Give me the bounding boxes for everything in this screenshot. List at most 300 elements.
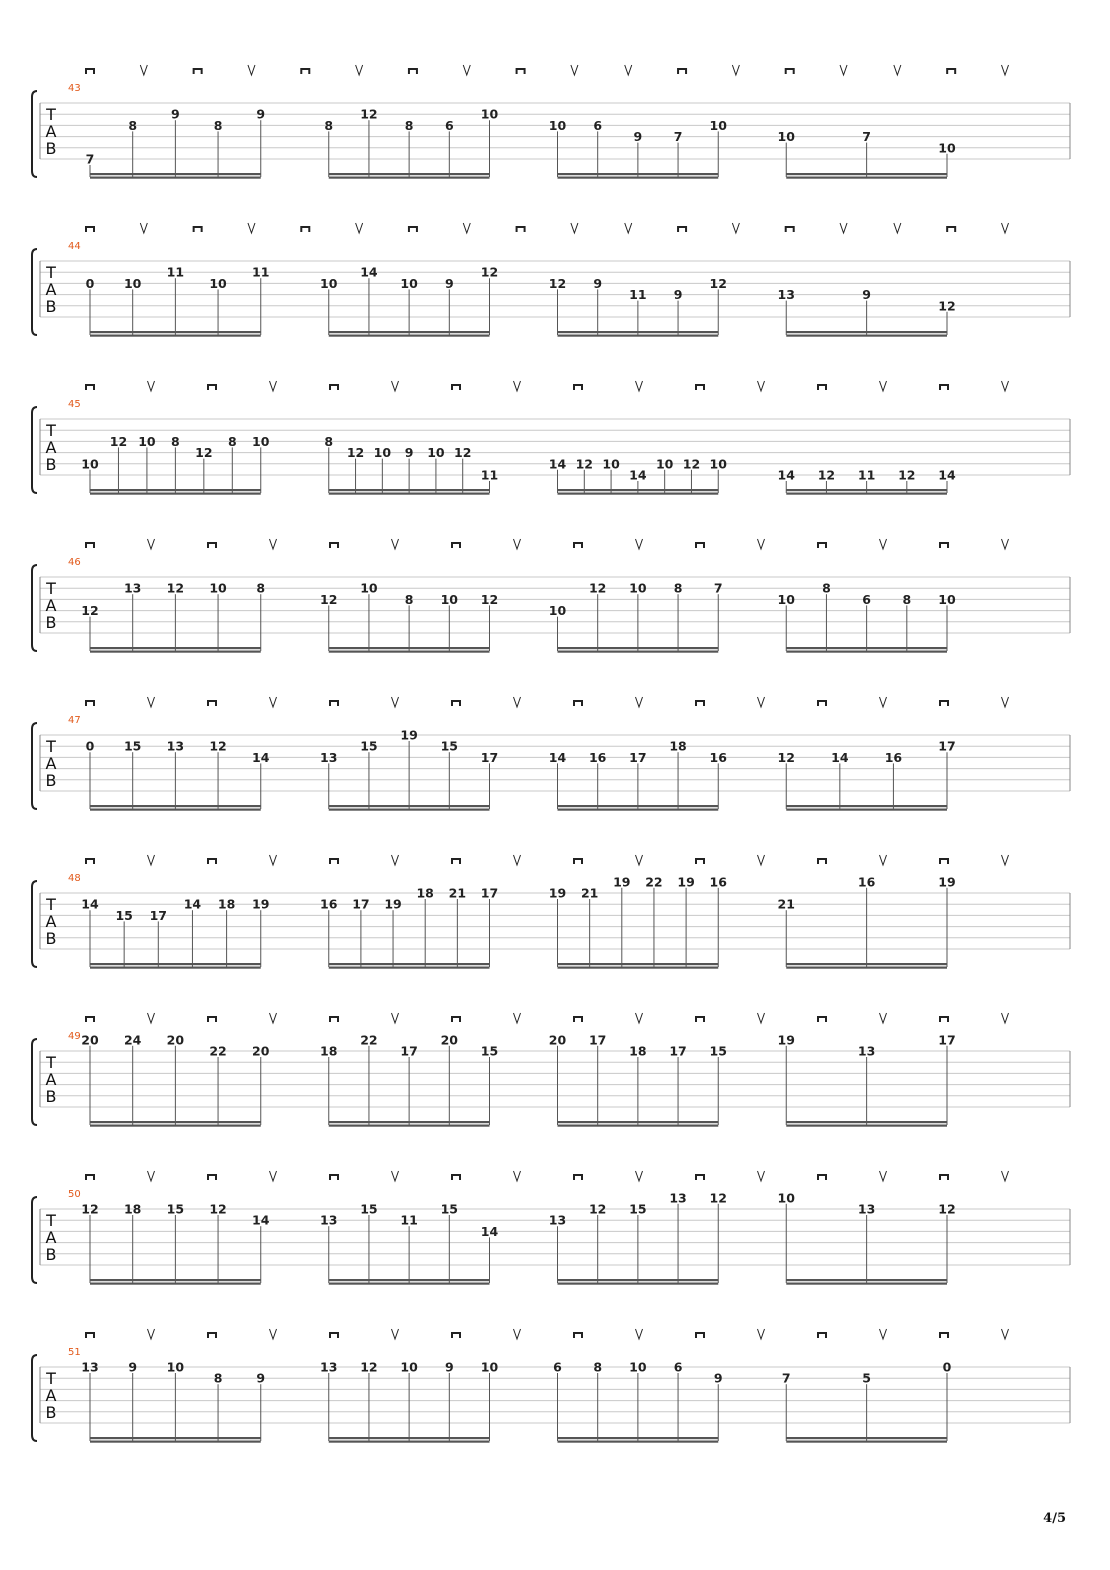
fret-number: 14 [480,1223,499,1239]
beam [786,493,947,495]
fret-number: 8 [171,433,180,449]
beam [558,1121,719,1123]
tab-system [32,697,1070,811]
fret-number: 14 [360,264,378,280]
fret-number: 11 [480,467,499,483]
downstroke-icon [696,859,704,864]
tab-letter: T [46,421,56,440]
tab-letter: B [45,613,57,632]
upstroke-icon [463,223,470,233]
tab-letter: B [45,1403,57,1422]
measure-number: 44 [68,241,81,252]
fret-number: 12 [209,738,227,754]
beam [786,335,947,337]
upstroke-icon [1002,855,1009,865]
fret-number: 16 [709,749,727,765]
fret-number: 17 [938,1032,956,1048]
fret-number: 13 [857,1201,876,1217]
downstroke-icon [452,701,460,706]
downstroke-icon [940,385,948,390]
beam [329,177,490,179]
beam [329,963,490,965]
downstroke-icon [940,1175,948,1180]
downstroke-icon [696,701,704,706]
fret-number: 11 [629,287,647,303]
upstroke-icon [514,1171,521,1181]
upstroke-icon [636,539,643,549]
downstroke-icon [818,1333,826,1338]
beam [90,651,261,653]
upstroke-icon [356,223,363,233]
tab-letter: A [45,1070,57,1089]
fret-number: 9 [256,1370,266,1386]
fret-number: 9 [404,445,414,461]
upstroke-icon [840,223,847,233]
beam [329,651,490,653]
downstroke-icon [330,385,338,390]
beam [786,809,947,811]
upstroke-icon [392,855,399,865]
fret-number: 7 [781,1370,791,1386]
downstroke-icon [818,1175,826,1180]
fret-number: 8 [213,1370,223,1386]
tab-systems [32,65,1070,1443]
fret-number: 12 [938,1201,956,1217]
downstroke-icon [301,227,309,232]
beam [786,331,947,333]
tab-letter: A [45,912,57,931]
upstroke-icon [148,381,155,391]
fret-number: 12 [817,467,836,483]
fret-number: 18 [123,1201,142,1217]
downstroke-icon [818,1017,826,1022]
downstroke-icon [947,69,955,74]
beam [558,177,719,179]
downstroke-icon [574,859,582,864]
fret-number: 10 [777,129,795,145]
fret-number: 12 [166,580,185,596]
fret-number: 10 [938,140,956,156]
fret-number: 18 [320,1043,338,1059]
downstroke-icon [409,69,417,74]
downstroke-icon [574,1017,582,1022]
upstroke-icon [270,539,277,549]
tab-system [32,381,1070,495]
fret-number: 0 [85,275,95,291]
fret-number: 16 [884,749,903,765]
fret-number: 21 [448,885,467,901]
fret-number: 12 [709,275,727,291]
upstroke-icon [392,697,399,707]
beam [786,1283,947,1285]
fret-number: 14 [777,467,795,483]
downstroke-icon [940,1017,948,1022]
beam [786,963,947,965]
fret-number: 20 [440,1032,459,1048]
tab-letter: A [45,596,57,615]
beam [90,963,261,965]
fret-number: 17 [149,907,168,923]
fret-number: 13 [320,1359,338,1375]
beam [329,1279,490,1281]
downstroke-icon [86,543,94,548]
beam [90,809,261,811]
fret-number: 9 [444,275,454,291]
downstroke-icon [452,543,460,548]
fret-number: 10 [138,433,156,449]
tab-system [32,65,1070,179]
upstroke-icon [880,1329,887,1339]
upstroke-icon [1002,539,1009,549]
upstroke-icon [148,539,155,549]
fret-number: 10 [440,591,459,607]
beam [90,1279,261,1281]
upstroke-icon [270,1013,277,1023]
tab-system [32,1171,1070,1285]
fret-number: 12 [480,264,499,280]
fret-number: 14 [831,749,849,765]
beam [786,1279,947,1281]
beam [90,1125,261,1127]
beam [90,1441,261,1443]
downstroke-icon [208,859,216,864]
fret-number: 12 [81,603,99,619]
fret-number: 17 [480,885,499,901]
fret-number: 11 [400,1212,418,1228]
upstroke-icon [880,855,887,865]
fret-number: 15 [709,1043,727,1059]
beam [558,809,719,811]
beam [558,1437,719,1439]
beam [329,335,490,337]
upstroke-icon [571,65,578,75]
upstroke-icon [880,1013,887,1023]
fret-number: 10 [427,445,445,461]
beam [329,173,490,175]
fret-number: 10 [480,1359,499,1375]
fret-number: 17 [480,749,499,765]
fret-number: 18 [217,896,236,912]
tab-letter: B [45,771,57,790]
fret-number: 11 [252,264,270,280]
beam [786,1121,947,1123]
fret-number: 6 [862,591,871,607]
beam [786,1125,947,1127]
downstroke-icon [696,385,704,390]
fret-number: 15 [360,738,378,754]
fret-number: 10 [548,603,567,619]
staff-bracket [32,407,37,493]
upstroke-icon [758,539,765,549]
tab-letter: T [46,579,56,598]
downstroke-icon [574,1175,582,1180]
downstroke-icon [194,69,202,74]
fret-number: 8 [256,580,266,596]
upstroke-icon [140,65,147,75]
fret-number: 18 [416,885,434,901]
measure-number: 47 [68,715,81,726]
measure-number: 43 [68,83,81,94]
tab-letter: A [45,1386,57,1405]
tab-letter: A [45,122,57,141]
fret-number: 12 [709,1190,727,1206]
tab-letter: B [45,1245,57,1264]
fret-number: 9 [673,287,683,303]
beam [90,967,261,969]
beam [90,1283,261,1285]
fret-number: 8 [128,117,138,133]
upstroke-icon [392,1171,399,1181]
fret-number: 9 [128,1359,138,1375]
beam [558,963,719,965]
fret-number: 12 [346,445,365,461]
fret-number: 18 [669,738,687,754]
tab-letter: B [45,139,57,158]
upstroke-icon [148,1329,155,1339]
fret-number: 16 [588,749,607,765]
fret-number: 16 [709,874,727,890]
fret-number: 10 [709,456,727,472]
fret-number: 10 [629,580,647,596]
fret-number: 12 [454,445,472,461]
tab-letter: T [46,1369,56,1388]
upstroke-icon [392,1329,399,1339]
fret-number: 13 [777,287,795,303]
upstroke-icon [758,855,765,865]
fret-number: 17 [588,1032,607,1048]
downstroke-icon [194,227,202,232]
staff-bracket [32,1355,37,1441]
beam [558,1441,719,1443]
fret-number: 14 [548,456,567,472]
fret-number: 13 [320,749,338,765]
beam [558,489,719,491]
fret-number: 10 [209,580,227,596]
fret-number: 13 [669,1190,687,1206]
downstroke-icon [818,859,826,864]
upstroke-icon [840,65,847,75]
fret-number: 8 [822,580,831,596]
staff-bracket [32,1197,37,1283]
fret-number: 10 [400,1359,418,1375]
beam [786,173,947,175]
fret-number: 10 [602,456,620,472]
fret-number: 9 [593,275,603,291]
fret-number: 22 [209,1043,227,1059]
downstroke-icon [452,859,460,864]
tab-letter: B [45,929,57,948]
fret-number: 15 [360,1201,378,1217]
fret-number: 12 [777,749,795,765]
downstroke-icon [517,227,525,232]
upstroke-icon [514,381,521,391]
beam [558,651,719,653]
downstroke-icon [86,1333,94,1338]
fret-number: 19 [938,874,956,890]
fret-number: 10 [548,117,567,133]
downstroke-icon [452,1017,460,1022]
beam [329,1121,490,1123]
downstroke-icon [86,227,94,232]
beam [90,177,261,179]
beam [786,1437,947,1439]
upstroke-icon [514,1013,521,1023]
upstroke-icon [392,539,399,549]
beam [329,1441,490,1443]
fret-number: 9 [256,106,266,122]
fret-number: 14 [938,467,956,483]
upstroke-icon [636,1171,643,1181]
fret-number: 13 [81,1359,99,1375]
fret-number: 22 [360,1032,378,1048]
tab-letter: B [45,1087,57,1106]
tab-letter: B [45,455,57,474]
beam [329,805,490,807]
upstroke-icon [270,697,277,707]
beam [90,1437,261,1439]
fret-number: 12 [682,456,701,472]
fret-number: 16 [320,896,338,912]
staff-bracket [32,723,37,809]
downstroke-icon [696,1175,704,1180]
fret-number: 17 [669,1043,687,1059]
fret-number: 19 [384,896,402,912]
downstroke-icon [208,1333,216,1338]
downstroke-icon [940,701,948,706]
measure-number: 48 [68,873,81,884]
fret-number: 12 [195,445,213,461]
upstroke-icon [463,65,470,75]
upstroke-icon [148,1013,155,1023]
fret-number: 15 [440,1201,459,1217]
beam [786,1441,947,1443]
downstroke-icon [818,543,826,548]
tab-system [32,1329,1070,1443]
fret-number: 20 [166,1032,185,1048]
tab-letter: A [45,754,57,773]
upstroke-icon [248,65,255,75]
downstroke-icon [86,385,94,390]
upstroke-icon [148,1171,155,1181]
upstroke-icon [636,381,643,391]
upstroke-icon [758,1329,765,1339]
downstroke-icon [208,385,216,390]
downstroke-icon [86,1017,94,1022]
fret-number: 12 [938,298,956,314]
downstroke-icon [330,859,338,864]
downstroke-icon [301,69,309,74]
downstroke-icon [818,701,826,706]
upstroke-icon [625,65,632,75]
fret-number: 19 [777,1032,795,1048]
fret-number: 10 [655,456,674,472]
downstroke-icon [786,69,794,74]
fret-number: 13 [166,738,185,754]
staff-bracket [32,881,37,967]
fret-number: 8 [404,591,414,607]
tab-letter: B [45,297,57,316]
upstroke-icon [636,1329,643,1339]
fret-number: 11 [166,264,185,280]
fret-number: 21 [777,896,795,912]
upstroke-icon [270,855,277,865]
fret-number: 10 [480,106,499,122]
fret-number: 19 [548,885,567,901]
fret-number: 17 [938,738,956,754]
tab-letter: A [45,1228,57,1247]
upstroke-icon [758,697,765,707]
downstroke-icon [574,701,582,706]
downstroke-icon [574,385,582,390]
tab-letter: A [45,438,57,457]
fret-number: 6 [673,1359,683,1375]
fret-number: 14 [81,896,99,912]
fret-number: 15 [123,738,142,754]
tab-letter: T [46,263,56,282]
downstroke-icon [940,859,948,864]
fret-number: 14 [252,749,270,765]
fret-number: 9 [633,129,643,145]
fret-number: 17 [629,749,647,765]
downstroke-icon [696,1017,704,1022]
fret-number: 10 [400,275,418,291]
beam [558,805,719,807]
fret-number: 10 [373,445,392,461]
beam [786,177,947,179]
tab-system [32,223,1070,337]
beam [329,1283,490,1285]
downstroke-icon [696,543,704,548]
tab-letter: T [46,737,56,756]
upstroke-icon [514,1329,521,1339]
upstroke-icon [1002,223,1009,233]
upstroke-icon [148,697,155,707]
fret-number: 18 [629,1043,647,1059]
upstroke-icon [880,697,887,707]
downstroke-icon [208,701,216,706]
beam [329,967,490,969]
tab-system [32,855,1070,969]
fret-number: 10 [252,433,270,449]
beam [558,493,719,495]
fret-number: 10 [777,1190,795,1206]
downstroke-icon [330,543,338,548]
upstroke-icon [1002,65,1009,75]
fret-number: 12 [480,591,499,607]
upstroke-icon [571,223,578,233]
fret-number: 6 [553,1359,562,1375]
fret-number: 16 [857,874,876,890]
beam [558,173,719,175]
downstroke-icon [330,1333,338,1338]
fret-number: 14 [183,896,202,912]
downstroke-icon [947,227,955,232]
downstroke-icon [86,859,94,864]
fret-number: 17 [400,1043,418,1059]
upstroke-icon [758,1171,765,1181]
fret-number: 8 [213,117,223,133]
upstroke-icon [636,697,643,707]
fret-number: 8 [673,580,683,596]
upstroke-icon [392,381,399,391]
fret-number: 17 [352,896,370,912]
fret-number: 10 [777,591,795,607]
measure-number: 49 [68,1031,81,1042]
upstroke-icon [625,223,632,233]
beam [786,647,947,649]
fret-number: 15 [629,1201,647,1217]
tab-letter: T [46,1053,56,1072]
